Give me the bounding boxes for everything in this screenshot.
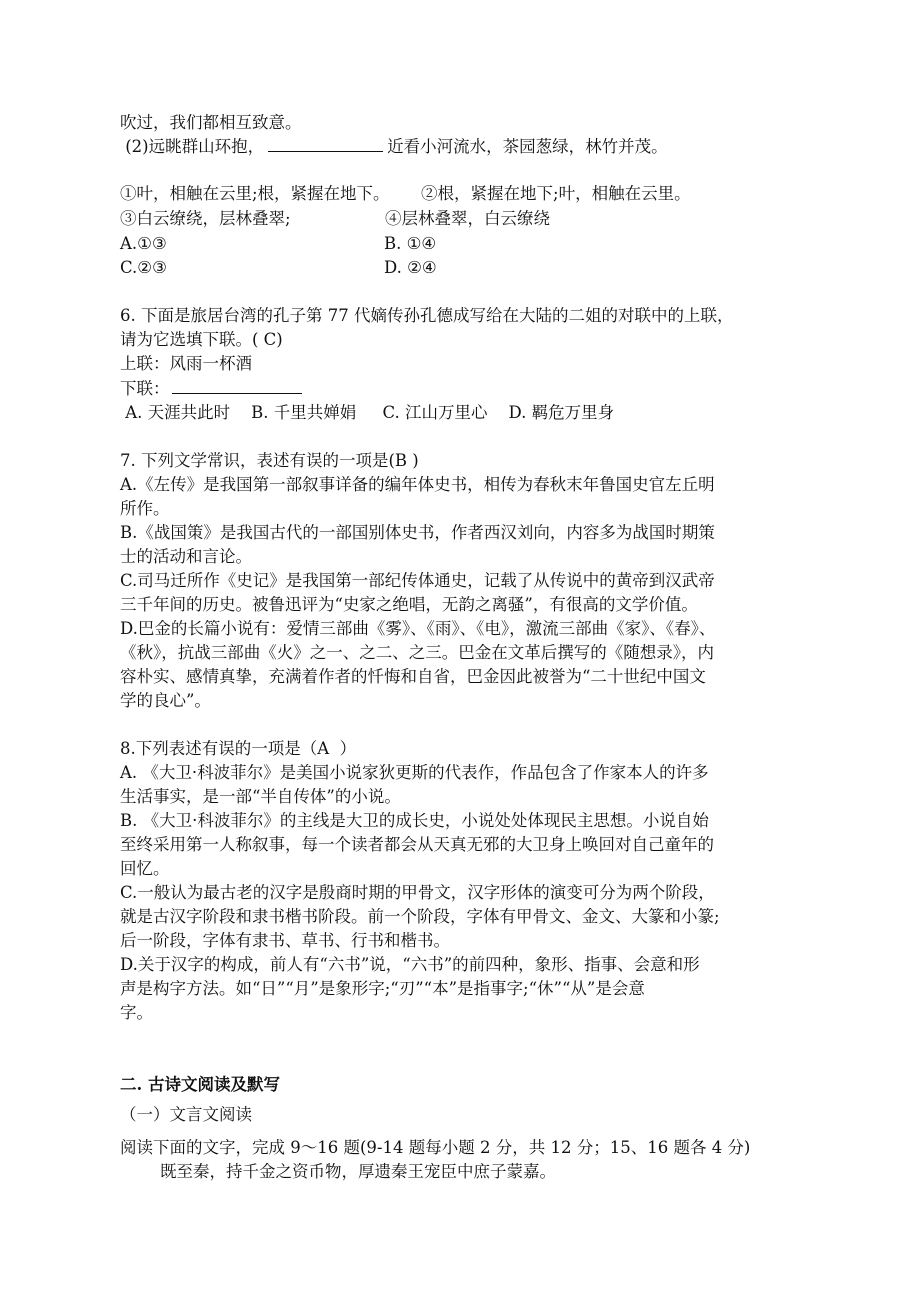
q6-question-line-1: 6. 下面是旅居台湾的孔子第 77 代嫡传孙孔德成写给在大陆的二姐的对联中的上联， xyxy=(120,306,734,325)
q7-line: B.《战国策》是我国古代的一部国别体史书，作者西汉刘向，内容多为战国时期策 xyxy=(120,523,715,542)
q7-line: 《秋》，抗战三部曲《火》之一、之二、之三。巴金在文革后撰写的《随想录》，内 xyxy=(120,643,714,662)
q8-line: C.一般认为最古老的汉字是殷商时期的甲骨文，汉字形体的演变可分为两个阶段， xyxy=(120,883,715,902)
q6-shanglian: 上联：风雨一杯酒 xyxy=(120,354,252,373)
q5-choice-b: B. ①④ xyxy=(384,234,437,253)
q8-line: A. 《大卫·科波菲尔》是美国小说家狄更斯的代表作，作品包含了作家本人的许多 xyxy=(120,763,709,782)
q7-line: 士的活动和言论。 xyxy=(120,547,252,566)
q8-line: 后一阶段，字体有隶书、草书、行书和楷书。 xyxy=(120,931,450,950)
reading-passage-line: 既至秦，持千金之资币物，厚遗秦王宠臣中庶子蒙嘉。 xyxy=(160,1162,556,1181)
answer-blank xyxy=(172,377,302,394)
q7-line: 所作。 xyxy=(120,499,170,518)
q8-line: 回忆。 xyxy=(120,859,170,878)
q8-line: 就是古汉字阶段和隶书楷书阶段。前一个阶段，字体有甲骨文、金文、大篆和小篆; xyxy=(120,907,720,926)
q5-choice-d: D. ②④ xyxy=(384,258,437,277)
q8-line: 声是构字方法。如“日”“月”是象形字;“刃”“本”是指事字;“休”“从”是会意 xyxy=(120,979,645,998)
q5-fill-suffix: 近看小河流水，茶园葱绿，林竹并茂。 xyxy=(387,137,668,156)
q7-line: 7. 下列文学常识，表述有误的一项是(B ) xyxy=(120,451,419,470)
q5-options-row-1: ①叶，相触在云里;根，紧握在地下。 ②根，紧握在地下;叶，相触在云里。 xyxy=(120,184,691,203)
q8-line: B. 《大卫·科波菲尔》的主线是大卫的成长史，小说处处体现民主思想。小说自始 xyxy=(120,811,709,830)
q8-line: 8.下列表述有误的一项是（A ） xyxy=(120,739,357,758)
reading-instruction: 阅读下面的文字，完成 9～16 题(9-14 题每小题 2 分，共 12 分；15、16 题各 4 分) xyxy=(120,1138,751,1157)
q7-line: D.巴金的长篇小说有：爱情三部曲《雾》、《雨》、《电》，激流三部曲《家》、《春》、 xyxy=(120,619,716,638)
q7-line: 容朴实、感情真挚，充满着作者的忏悔和自省，巴金因此被誉为“二十世纪中国文 xyxy=(120,667,706,686)
q5-text-line: 吹过，我们都相互致意。 xyxy=(120,113,302,132)
q5-fill-prefix: (2)远眺群山环抱， xyxy=(120,137,265,156)
q7-line: 学的良心”。 xyxy=(120,691,211,710)
q5-fill-line xyxy=(120,135,668,159)
q7-line: C.司马迁所作《史记》是我国第一部纪传体通史，记载了从传说中的黄帝到汉武帝 xyxy=(120,571,715,590)
q8-line: 至终采用第一人称叙事，每一个读者都会从天真无邪的大卫身上唤回对自己童年的 xyxy=(120,835,714,854)
q6-xialian-label: 下联： xyxy=(120,379,170,398)
q6-question-line-2: 请为它选填下联。( C) xyxy=(120,330,283,349)
q7-line: 三千年间的历史。被鲁迅评为“史家之绝唱，无韵之离骚”，有很高的文学价值。 xyxy=(120,595,698,614)
q8-line: 生活事实，是一部“半自传体”的小说。 xyxy=(120,787,401,806)
subsection-heading: （一）文言文阅读 xyxy=(120,1105,252,1124)
q6-options: A. 天涯共此时 B. 千里共婵娟 C. 江山万里心 D. 羁危万里身 xyxy=(120,403,615,422)
section-heading: 二. 古诗文阅读及默写 xyxy=(120,1075,280,1094)
q8-line: 字。 xyxy=(120,1003,153,1022)
q5-options-row-2: ③白云缭绕，层林叠翠; ④层林叠翠，白云缭绕 xyxy=(120,209,550,228)
answer-blank xyxy=(268,135,383,152)
q5-choice-a: A.①③ xyxy=(120,234,167,253)
q7-line: A.《左传》是我国第一部叙事详备的编年体史书，相传为春秋末年鲁国史官左丘明 xyxy=(120,475,715,494)
q6-xialian xyxy=(120,377,302,401)
q8-line: D.关于汉字的构成，前人有“六书”说，“六书”的前四种，象形、指事、会意和形 xyxy=(120,955,700,974)
q5-choice-c: C.②③ xyxy=(120,258,167,277)
